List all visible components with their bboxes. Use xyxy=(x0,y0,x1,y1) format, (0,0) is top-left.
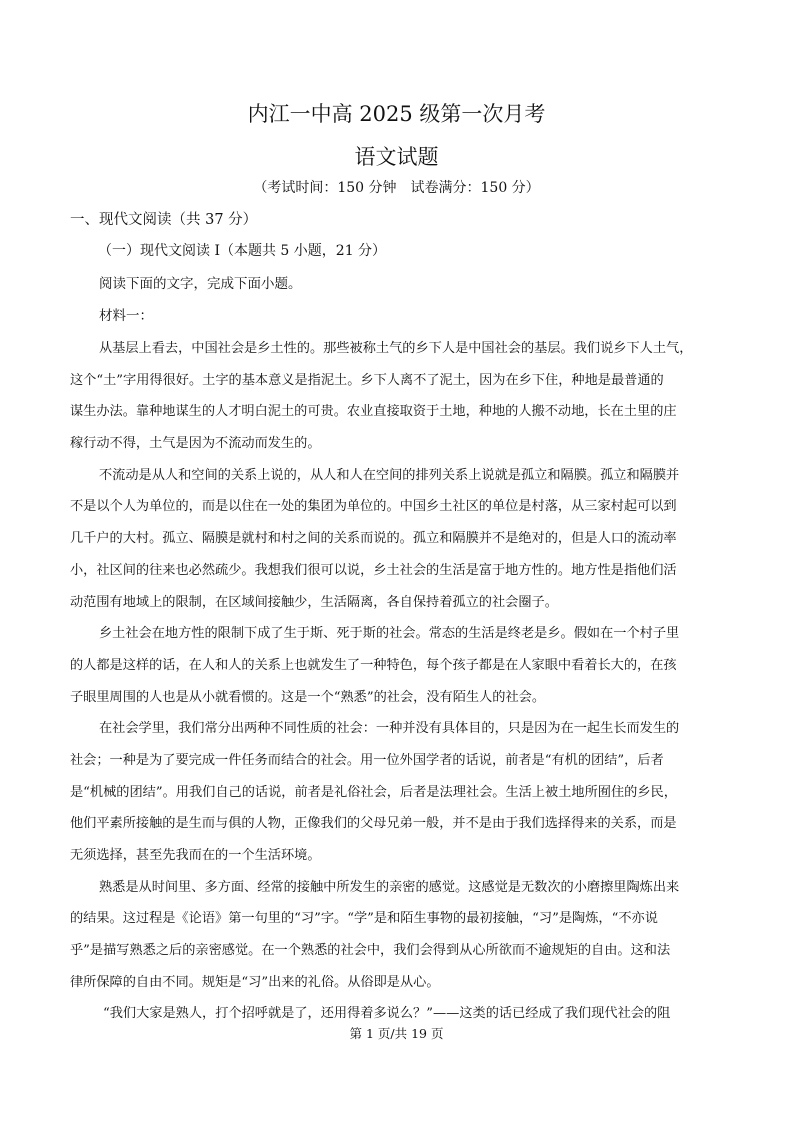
article-line: 在社会学里，我们常分出两种不同性质的社会：一种并没有具体目的，只是因为在一起生长而发生的 xyxy=(99,721,680,737)
article-line: 的人都是这样的话，在人和人的关系上也就发生了一种特色，每个孩子都是在人家眼中看着长大的，在孩 xyxy=(70,657,677,673)
article-line: 是“机械的团结”。用我们自己的话说，前者是礼俗社会，后者是法理社会。生活上被土地所囿住的乡民， xyxy=(70,784,677,800)
section-heading: 一、现代文阅读（共 37 分） xyxy=(70,212,258,228)
article-line: 几千户的大村。孤立、隔膜是就村和村之间的关系而说的。孤立和隔膜并不是绝对的，但是人口的流动率 xyxy=(70,531,677,547)
article-line: 熟悉是从时间里、多方面、经常的接触中所发生的亲密的感觉。这感觉是无数次的小磨擦里陶炼出来 xyxy=(99,879,680,895)
subsection-heading: （一）现代文阅读 Ⅰ（本题共 5 小题，21 分） xyxy=(98,243,387,259)
article-line: 从基层上看去，中国社会是乡土性的。那些被称土气的乡下人是中国社会的基层。我们说乡下人土气， xyxy=(99,341,693,356)
article-line: 乎”是描写熟悉之后的亲密感觉。在一个熟悉的社会中，我们会得到从心所欲而不逾规矩的自由。这和法 xyxy=(70,943,671,959)
article-line: 无须选择，甚至先我而在的一个生活环境。 xyxy=(70,848,321,863)
article-body xyxy=(70,333,730,1030)
article-line: 社会；一种是为了要完成一件任务而结合的社会。用一位外国学者的话说，前者是“有机的团结”，后者 xyxy=(70,752,664,768)
article-line: 律所保障的自由不同。规矩是“习”出来的礼俗。从俗即是从心。 xyxy=(70,974,440,990)
article-line: 这个“土”字用得很好。土字的基本意义是指泥土。乡下人离不了泥土，因为在乡下住，种地是最普通的 xyxy=(70,372,664,388)
article-line: “我们大家是熟人，打个招呼就是了，还用得着多说么？”——这类的话已经成了我们现代社会的阻 xyxy=(103,1006,671,1022)
exam-info: （考试时间：150 分钟 试卷满分：150 分） xyxy=(253,180,540,196)
article-line: 稼行动不得，土气是因为不流动而发生的。 xyxy=(70,436,321,452)
article-line: 的结果。这过程是《论语》第一句里的“习”字。“学”是和陌生事物的最初接触，“习”是陶炼，“不亦说 xyxy=(70,911,658,927)
article-line: 乡土社会在地方性的限制下成了生于斯、死于斯的社会。常态的生活是终老是乡。假如在一个村子里 xyxy=(99,626,680,642)
subject-title: 语文试题 xyxy=(354,145,439,169)
reading-instruction: 阅读下面的文字，完成下面小题。 xyxy=(99,276,302,292)
article-line: 不是以个人为单位的，而是以住在一处的集团为单位的。中国乡土社区的单位是村落，从三家村起可以到 xyxy=(70,499,677,515)
material-label: 材料一： xyxy=(99,308,153,324)
article-line: 子眼里周围的人也是从小就看惯的。这是一个“熟悉”的社会，没有陌生人的社会。 xyxy=(70,689,546,705)
article-line: 小，社区间的往来也必然疏少。我想我们很可以说，乡土社会的生活是富于地方性的。地方性是指他们活 xyxy=(70,562,677,578)
article-line: 他们平素所接触的是生而与俱的人物，正像我们的父母兄弟一般，并不是由于我们选择得来的关系，而是 xyxy=(70,816,677,832)
article-line: 谋生办法。靠种地谋生的人才明白泥土的可贵。农业直接取资于土地，种地的人搬不动地，长在土里的庄 xyxy=(70,404,677,420)
article-line: 动范围有地域上的限制，在区域间接触少，生活隔离，各自保持着孤立的社会圈子。 xyxy=(70,594,558,610)
exam-title: 内江一中高 2025 级第一次月考 xyxy=(247,102,546,126)
article-line: 不流动是从人和空间的关系上说的，从人和人在空间的排列关系上说就是孤立和隔膜。孤立和隔膜并 xyxy=(99,467,680,483)
page-number: 第 1 页/共 19 页 xyxy=(349,1026,444,1041)
